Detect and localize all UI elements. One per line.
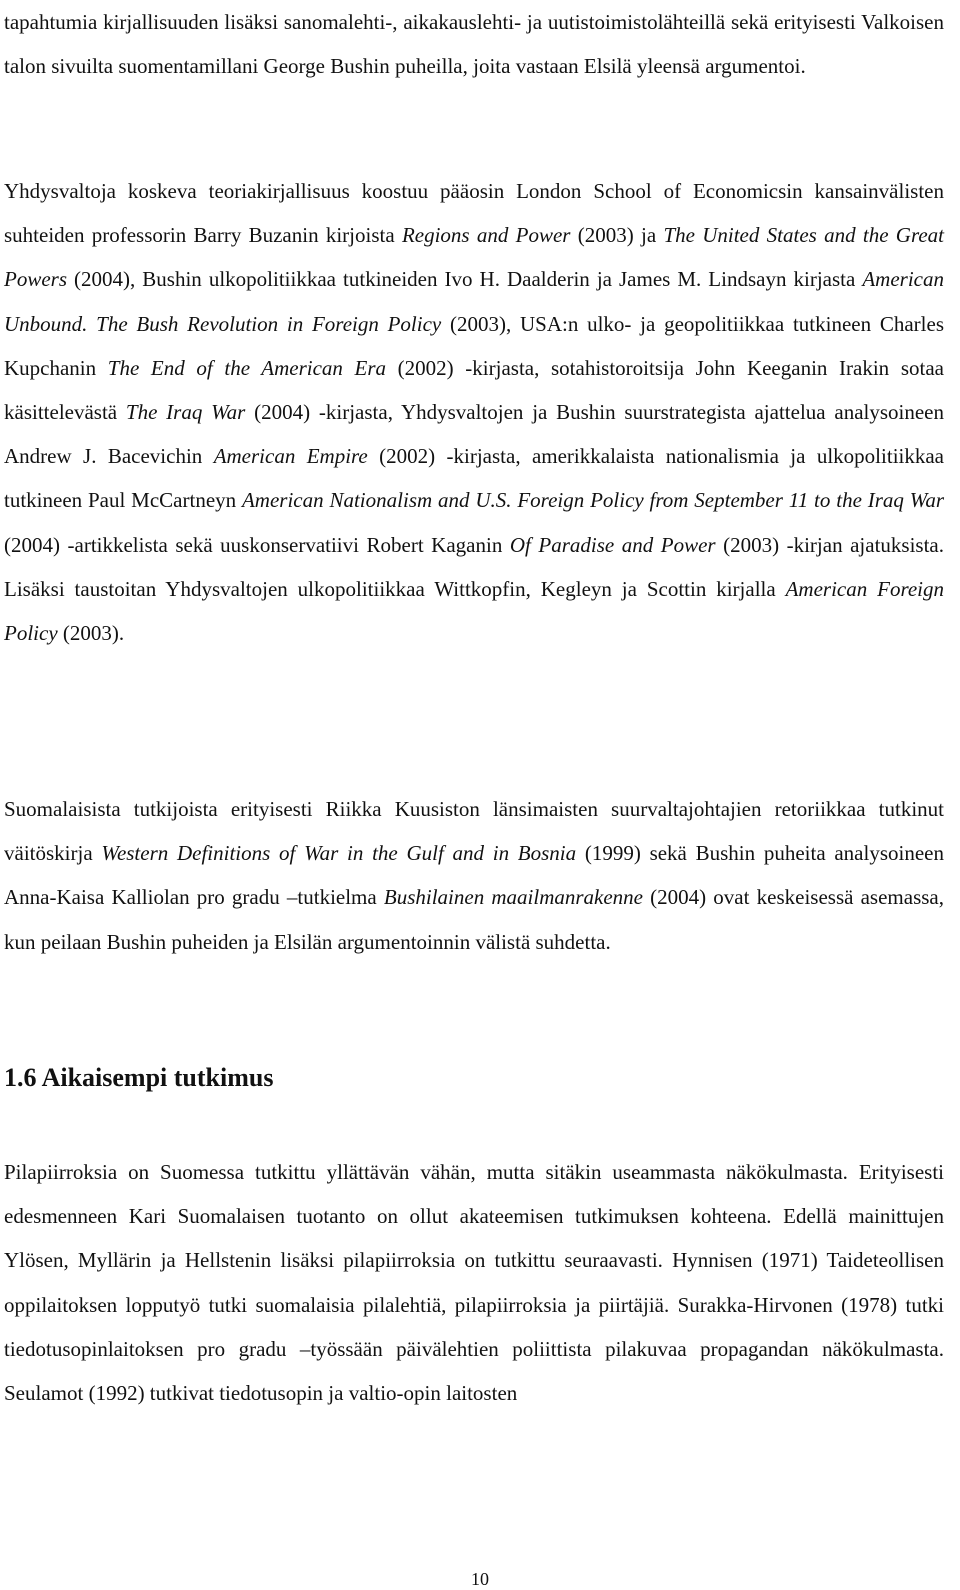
italic-title-text: American Unbound. The Bush Revolution in Foreign Policy: [4, 267, 944, 336]
paragraph-text: (2002) -kirjasta, amerikkalaista nationalismia ja ulkopolitiikkaa tutkineen Paul McCartneyn: [4, 444, 944, 513]
paragraph-text: (2004) ovat keskeisessä asemassa, kun peilaan Bushin puheiden ja Elsilän argumentoinnin välistä suhdetta.: [4, 885, 944, 954]
paragraph-text: (2004) -kirjasta, Yhdysvaltojen ja Bushin suurstrategista ajattelua analysoineen Andrew J. Bacevichin: [4, 400, 945, 469]
paragraph-text: (2003) -kirjan ajatuksista. Lisäksi taustoitan Yhdysvaltojen ulkopolitiikkaa Wittkopfin, Kegleyn ja Scottin kirjalla: [4, 532, 945, 601]
italic-title-text: The United States and the Great Powers: [4, 223, 944, 292]
paragraph-text: (2004), Bushin ulkopolitiikkaa tutkineiden Ivo H. Daalderin ja James M. Lindsayn kirjasta: [67, 267, 863, 292]
paragraph-text: (2003).: [57, 621, 125, 646]
paragraph-text: Suomalaisista tutkijoista erityisesti Riikka Kuusiston länsimaisten suurvaltajohtajien retoriikkaa tutkinut väitöskirja: [4, 797, 944, 866]
paragraph-text: (2003) ja: [570, 223, 664, 248]
paragraph-text: (1999) sekä Bushin puheita analysoineen Anna-Kaisa Kalliolan pro gradu –tutkielma: [4, 841, 944, 910]
italic-title-text: The Iraq War: [125, 400, 246, 425]
paragraph-text: (2004) -artikkelista sekä uuskonservatiivi Robert Kaganin: [4, 532, 510, 557]
italic-title-text: Regions and Power: [401, 223, 571, 248]
italic-title-text: The End of the American Era: [107, 355, 387, 380]
page-number: 10: [471, 1569, 489, 1589]
italic-title-text: Of Paradise and Power: [509, 532, 716, 557]
italic-title-text: American Nationalism and U.S. Foreign Policy from September 11 to the Iraq War: [241, 488, 944, 513]
paragraph-sources-intro: [4, 0, 944, 88]
paragraph-text: (2002) -kirjasta, sotahistoroitsija John Keeganin Irakin sotaa käsittelevästä: [4, 355, 944, 425]
paragraph-text: Yhdysvaltoja koskeva teoriakirjallisuus koostuu pääosin London School of Economicsin kansainvälisten suhteiden professorin Barry Buzanin kirjoista: [4, 179, 944, 248]
paragraph-text: tapahtumia kirjallisuuden lisäksi sanomalehti-, aikakauslehti- ja uutistoimistolähteillä sekä erityisesti Valkoisen talon sivuilta suomentamillani George Bushin puheilla, joita vastaan Elsilä yleensä argumentoi.: [4, 10, 944, 79]
italic-title-text: Bushilainen maailmanrakenne: [383, 885, 643, 910]
italic-title-text: American Empire: [213, 444, 368, 469]
paragraph-theory-literature: [4, 169, 944, 655]
paragraph-text: (2003), USA:n ulko- ja geopolitiikkaa tutkineen Charles Kupchanin: [4, 311, 944, 380]
section-heading: 1.6 Aikaisempi tutkimus: [4, 1063, 274, 1092]
paragraph-finnish-researchers: [4, 787, 944, 964]
paragraph-previous-research: [4, 1150, 944, 1415]
italic-title-text: American Foreign Policy: [4, 576, 944, 646]
italic-title-text: Western Definitions of War in the Gulf and in Bosnia: [101, 841, 577, 866]
paragraph-text: Pilapiirroksia on Suomessa tutkittu yllättävän vähän, mutta sitäkin useammasta näkökulmasta. Erityisesti edesmenneen Kari Suomalaisen tuotanto on ollut akateemisen tutkimuksen kohteena. Edellä mainittujen Ylösen, Myllärin ja Hellstenin lisäksi pilapiirroksia on tutkittu seuraavasti. Hynnisen (1971) Taideteollisen oppilaitoksen lopputyö tutki suomalaisia pilalehtiä, pilapiirroksia ja piirtäjiä. Surakka-Hirvonen (1978) tutki tiedotusopinlaitoksen pro gradu –työssään päivälehtien poliittista pilakuvaa propagandan näkökulmasta. Seulamot (1992) tutkivat tiedotusopin ja valtio-opin laitosten: [4, 1160, 944, 1406]
